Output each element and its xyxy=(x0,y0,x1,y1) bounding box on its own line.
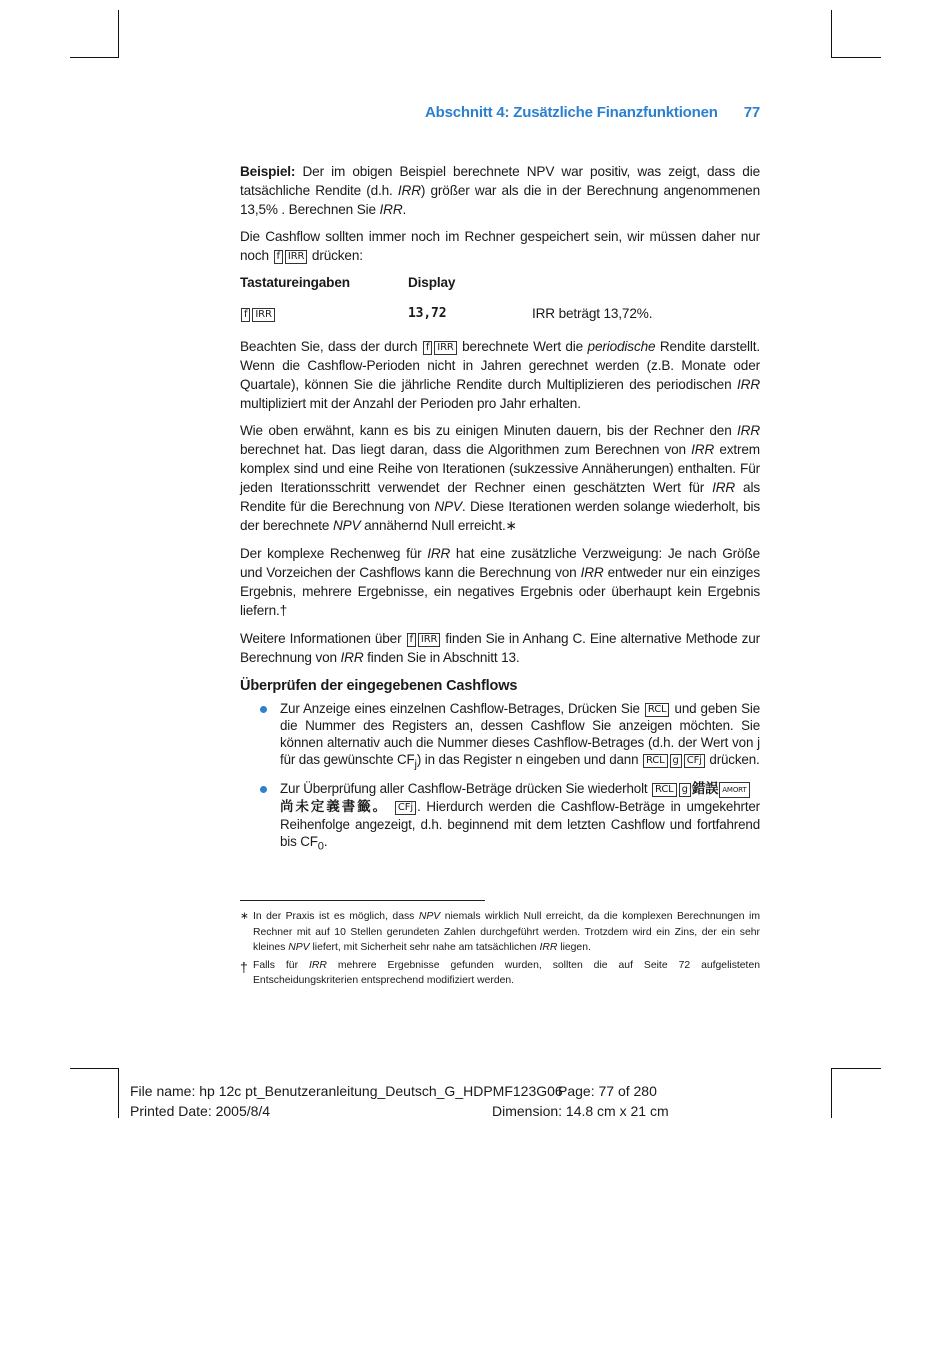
key-irr: IRR xyxy=(285,250,307,264)
example-label: Beispiel: xyxy=(240,164,296,179)
footnotes xyxy=(240,909,760,991)
keystroke-table-row xyxy=(240,304,760,323)
key-g: g xyxy=(670,754,682,768)
key-irr: IRR xyxy=(418,633,440,647)
footnote-marker: ∗ xyxy=(505,518,517,533)
display-value: 13,72 xyxy=(408,306,447,321)
crop-mark xyxy=(831,1068,832,1118)
key-rcl: RCL xyxy=(652,783,677,797)
page-header xyxy=(240,104,760,121)
more-info-paragraph: Weitere Informationen über f IRR finden Sie in Anhang C. Eine alternative Methode zur Berechnung von IRR finden Sie in Abschnitt 13. xyxy=(240,631,761,665)
example-paragraph: Beispiel: Der im obigen Beispiel berechnete NPV war positiv, was zeigt, dass die tatsächliche Rendite (d.h. IRR) größer war als die in der Berechnung angenommenen 13,5% . Berechnen Sie IRR. xyxy=(240,164,761,217)
key-rcl: RCL xyxy=(645,703,670,717)
footer-printed-date: Printed Date: 2005/8/4 xyxy=(130,1103,271,1119)
print-footer xyxy=(130,1081,690,1121)
key-cfj: CFj xyxy=(395,801,416,815)
crop-mark xyxy=(831,57,881,58)
bullet-list xyxy=(240,700,760,855)
footer-dimension: Dimension: 14.8 cm x 21 cm xyxy=(492,1103,669,1119)
iteration-paragraph: Wie oben erwähnt, kann es bis zu einigen Minuten dauern, bis der Rechner den IRR berechnet hat. Das liegt daran, dass die Algorithmen zum Berechnen von IRR extrem komplex sind und eine Reihe von Iterationen (sukzessive Annäherungen) enthalten. Für jeden Iterationsschritt verwendet der Rechner einen geschätzten Wert für IRR als Rendite für die Berechnung von NPV. Diese Iterationen werden solange wiederholt, bis der berechnete NPV annähernd Null erreicht.∗ xyxy=(240,423,760,533)
page-content xyxy=(240,162,760,861)
list-item: Zur Überprüfung aller Cashflow-Beträge drücken Sie wiederholt RCL g 錯誤 AMORT 尚未定義書籤。 CFj . Hierdurch werden die Cashflow-Beträge in umgekehrter Reihenfolge angezeigt, d.h. beginnend mit dem letzten Cashflow und fortfahrend bis $CF_0$. xyxy=(240,780,760,856)
error-text: 尚未定義書籤。 xyxy=(280,799,389,815)
footnote-marker: ∗ xyxy=(240,911,249,922)
branching-paragraph: Der komplexe Rechenweg für IRR hat eine zusätzliche Verzweigung: Je nach Größe und Vorzeichen der Cashflows kann die Berechnung von IRR entweder nur ein einziges Ergebnis, mehrere Ergebnisse, ein negatives Ergebnis oder überhaupt kein Ergebnis liefern.† xyxy=(240,546,761,618)
header-title: Abschnitt 4: Zusätzliche Finanzfunktionen xyxy=(425,104,718,121)
keystroke-cell xyxy=(240,304,408,323)
keystroke-table-header xyxy=(240,273,760,292)
key-g: g xyxy=(679,783,691,797)
footnote-marker: † xyxy=(240,958,248,975)
footnote: † Falls für IRR mehrere Ergebnisse gefunden wurden, sollten die auf Seite 72 aufgelisteten Entscheidungskriterien entsprechend modifiziert werden. xyxy=(240,958,761,986)
bullet-dot-icon xyxy=(260,786,267,793)
section-heading: Überprüfen der eingegebenen Cashflows xyxy=(240,678,518,694)
instruction-paragraph: Die Cashflow sollten immer noch im Rechner gespeichert sein, wir müssen daher nur noch f IRR drücken: xyxy=(240,229,760,263)
header-page-number: 77 xyxy=(743,104,760,121)
display-column-header: Display xyxy=(408,275,456,290)
footer-file-name: File name: hp 12c pt_Benutzeranleitung_Deutsch_G_HDPMF123G06 xyxy=(130,1083,563,1099)
crop-mark xyxy=(831,10,832,58)
row-note: IRR beträgt 13,72%. xyxy=(532,306,653,321)
list-item: Zur Anzeige eines einzelnen Cashflow-Betrages, Drücken Sie RCL und geben Sie die Nummer des Registers an, dessen Cashflow Sie anzeigen möchten. Sie können alternativ auch die Nummer dieses Cashflow-Betrages (d.h. der Wert von j für das gewünschte $CF_j$) in das Register n eingeben und dann RCL g CFj drücken. xyxy=(240,700,760,774)
key-irr: IRR xyxy=(252,308,274,322)
crop-mark xyxy=(118,1068,119,1118)
footer-page: Page: 77 of 280 xyxy=(558,1083,657,1099)
footnote-divider xyxy=(240,900,485,901)
key-amort: AMORT xyxy=(719,782,749,798)
keystroke-column-header: Tastatureingaben xyxy=(240,275,350,290)
key-rcl: RCL xyxy=(643,754,668,768)
error-text: 錯誤 xyxy=(691,781,719,797)
crop-mark xyxy=(70,57,119,58)
crop-mark xyxy=(118,10,119,58)
crop-mark xyxy=(831,1068,881,1069)
periodic-return-paragraph: Beachten Sie, dass der durch f IRR berechnete Wert die periodische Rendite darstellt. Wenn die Cashflow-Perioden nicht in Jahren gerechnet werden (z.B. Monate oder Quartale), können Sie die jährliche Rendite durch Multiplizieren des periodischen IRR multipliziert mit der Anzahl der Perioden pro Jahr erhalten. xyxy=(240,339,761,411)
footnote: ∗ In der Praxis ist es möglich, dass NPV niemals wirklich Null erreicht, da die komplexen Berechnungen im Rechner mit auf 10 Stellen gerundeten Zahlen durchgeführt werden. Trotzdem wird ein Zins, der ein sehr kleines NPV liefert, mit Sicherheit sehr nahe am tatsächlichen IRR liegen. xyxy=(240,911,760,953)
key-f: f xyxy=(241,308,250,322)
key-irr: IRR xyxy=(434,341,456,355)
key-f: f xyxy=(274,250,283,264)
footnote-marker: † xyxy=(279,603,288,618)
key-f: f xyxy=(407,633,416,647)
bullet-dot-icon xyxy=(260,706,267,713)
key-cfj: CFj xyxy=(684,754,705,768)
crop-mark xyxy=(70,1068,119,1069)
key-f: f xyxy=(423,341,432,355)
